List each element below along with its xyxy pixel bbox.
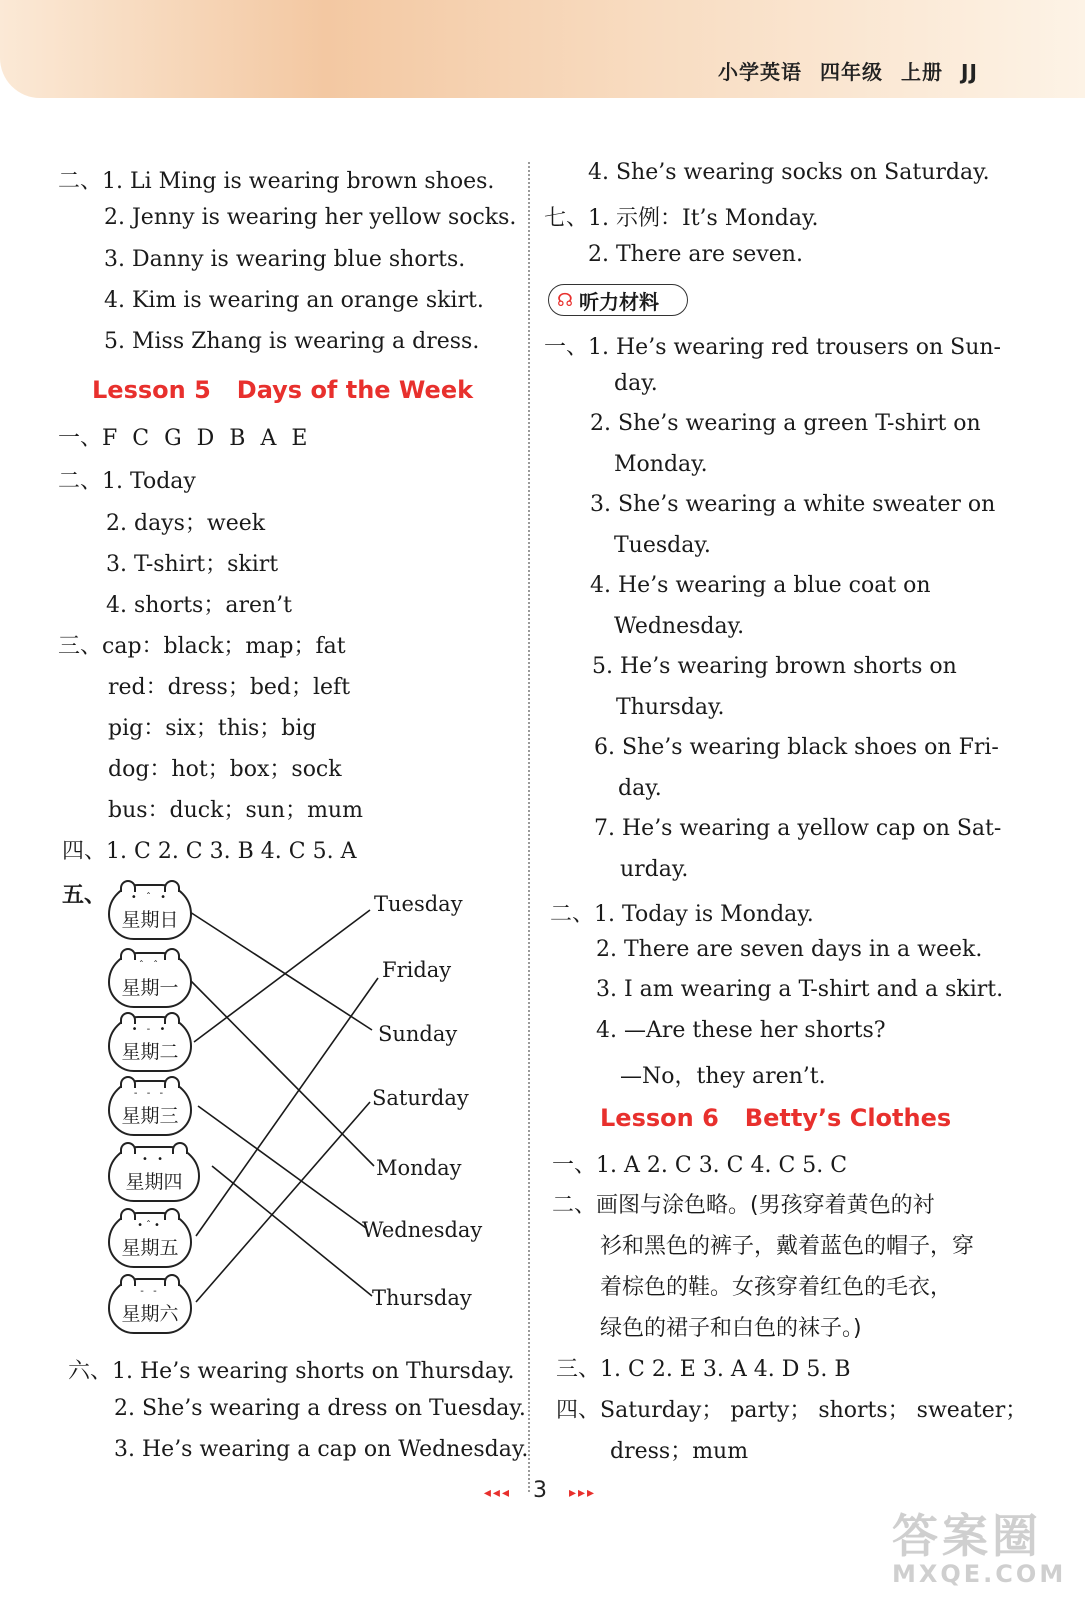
- match-line-tuesday: [194, 910, 370, 1042]
- answer-line: 4. Kim is wearing an orange skirt.: [104, 288, 484, 313]
- bear-wednesday: - - - 星期三: [108, 1080, 192, 1136]
- lesson6-section-4: 四、Saturday； party； shorts； sweater；: [556, 1398, 1028, 1423]
- grade: 四年级: [820, 60, 883, 84]
- transcript-line: 6. She’s wearing black shoes on Fri-: [594, 735, 999, 760]
- listening-section-1: 一、1. He’s wearing red trousers on Sun-: [544, 335, 1001, 360]
- transcript-line: Monday.: [614, 452, 708, 477]
- transcript-line: 5. He’s wearing brown shorts on: [592, 654, 957, 679]
- day-word: Saturday: [372, 1086, 469, 1110]
- answer-line: 3. Danny is wearing blue shorts.: [104, 247, 466, 272]
- answer-line: 3. T-shirt；skirt: [106, 552, 279, 577]
- answer-line: 5. Miss Zhang is wearing a dress.: [104, 329, 480, 354]
- day-word: Tuesday: [374, 892, 463, 916]
- transcript-line: 3. I am wearing a T-shirt and a skirt.: [596, 977, 1004, 1002]
- section-7: 七、1. 示例：It’s Monday.: [544, 206, 819, 231]
- match-line-monday: [190, 980, 374, 1166]
- answer-line: 2. There are seven.: [588, 242, 803, 267]
- answer-line: 4. She’s wearing socks on Saturday.: [588, 160, 990, 185]
- answer-line: pig：six；this；big: [108, 716, 317, 741]
- lesson5-section-4: 四、1. C 2. C 3. B 4. C 5. A: [62, 839, 357, 864]
- bear-tuesday: • - • 星期二: [108, 1016, 192, 1072]
- volume: 上册: [901, 60, 943, 84]
- headphones-icon: ☊: [557, 289, 573, 311]
- lesson-6-heading: Lesson 6 Betty’s Clothes: [600, 1104, 952, 1132]
- match-line-saturday: [196, 1102, 370, 1302]
- transcript-line: 2. There are seven days in a week.: [596, 937, 983, 962]
- answer-line: 1. Li Ming is wearing brown shoes.: [102, 169, 495, 194]
- answer-line: red：dress；bed；left: [108, 675, 351, 700]
- answer-line: 2. Jenny is wearing her yellow socks.: [104, 205, 517, 230]
- watermark: 答案圈 MXQE.COM: [892, 1509, 1067, 1588]
- lesson5-section-2: 二、1. Today: [58, 469, 196, 494]
- transcript-line: Thursday.: [616, 695, 725, 720]
- answer-line: dog：hot；box；sock: [108, 757, 342, 782]
- lesson-5-heading: Lesson 5 Days of the Week: [92, 376, 474, 404]
- match-line-thursday: [212, 1166, 372, 1296]
- left-section-2-prev: 二、1. Li Ming is wearing brown shoes.: [58, 169, 495, 194]
- answer-line: dress；mum: [610, 1439, 749, 1464]
- bear-friday: •ˆ• 星期五: [108, 1212, 192, 1268]
- answer-line: 4. shorts；aren’t: [106, 593, 292, 618]
- answer-line: bus：duck；sun；mum: [108, 798, 363, 823]
- bear-saturday: - - 星期六: [108, 1278, 192, 1334]
- answer-line: 3. He’s wearing a cap on Wednesday.: [114, 1437, 529, 1462]
- transcript-line: 7. He’s wearing a yellow cap on Sat-: [594, 816, 1002, 841]
- page-number: ◂◂◂ 3 ▸▸▸: [483, 1478, 597, 1503]
- transcript-line: 3. She’s wearing a white sweater on: [590, 492, 996, 517]
- lesson6-section-3: 三、1. C 2. E 3. A 4. D 5. B: [556, 1357, 851, 1382]
- transcript-line: urday.: [620, 857, 689, 882]
- note-line: 衫和黑色的裤子，戴着蓝色的帽子，穿: [600, 1234, 975, 1259]
- day-word: Sunday: [378, 1022, 458, 1046]
- lesson6-section-1: 一、1. A 2. C 3. C 4. C 5. C: [552, 1153, 848, 1178]
- next-arrows-icon: ▸▸▸: [569, 1485, 597, 1501]
- subject: 小学英语: [718, 60, 802, 84]
- transcript-line: day.: [614, 371, 658, 396]
- transcript-line: —No，they aren’t.: [620, 1064, 826, 1089]
- transcript-line: 4. He’s wearing a blue coat on: [590, 573, 931, 598]
- day-word: Monday: [376, 1156, 462, 1180]
- lesson6-section-2: 二、画图与涂色略。(男孩穿着黄色的衬: [552, 1193, 935, 1218]
- answer-line: 2. She’s wearing a dress on Tuesday.: [114, 1396, 526, 1421]
- match-line-wednesday: [198, 1106, 366, 1228]
- lesson5-section-1: 一、F C G D B A E: [58, 426, 312, 451]
- listening-section-2: 二、1. Today is Monday.: [550, 902, 814, 927]
- bear-thursday: • • 星期四: [108, 1146, 200, 1202]
- note-line: 着棕色的鞋。女孩穿着红色的毛衣，: [600, 1275, 953, 1300]
- transcript-line: 2. She’s wearing a green T-shirt on: [590, 411, 981, 436]
- bear-sunday: • ˆ • 星期日: [108, 884, 192, 940]
- day-word: Thursday: [372, 1286, 472, 1310]
- answer-line: 2. days；week: [106, 511, 266, 536]
- lesson5-section-3: 三、cap：black；map；fat: [58, 634, 346, 659]
- transcript-line: Tuesday.: [614, 533, 711, 558]
- transcript-line: 4. —Are these her shorts?: [596, 1018, 886, 1043]
- listening-material-tag: ☊ 听力材料: [548, 284, 688, 316]
- lesson5-section-6: 六、1. He’s wearing shorts on Thursday.: [68, 1359, 515, 1384]
- lesson5-section-5-marker: 五、: [62, 883, 107, 908]
- day-word: Wednesday: [362, 1218, 483, 1242]
- edition: JJ: [961, 60, 978, 84]
- bear-monday: ˆ ˆ 星期一: [108, 952, 192, 1008]
- note-line: 绿色的裙子和白色的袜子。): [600, 1316, 862, 1341]
- prev-arrows-icon: ◂◂◂: [483, 1485, 511, 1501]
- day-word: Friday: [382, 958, 452, 982]
- transcript-line: Wednesday.: [614, 614, 745, 639]
- transcript-line: day.: [618, 776, 662, 801]
